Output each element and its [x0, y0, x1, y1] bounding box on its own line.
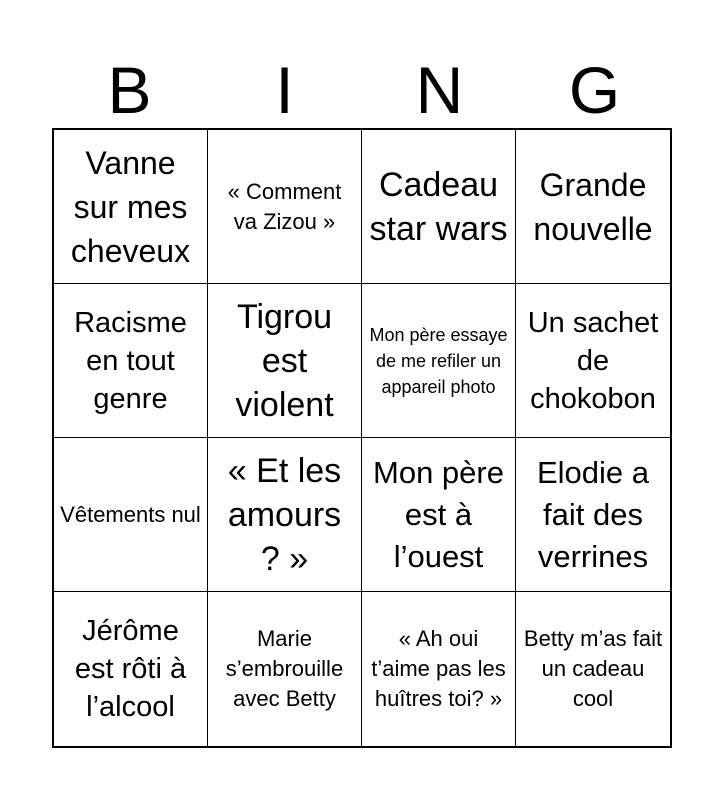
cell-text: « Et les amours ? »: [227, 451, 342, 578]
bingo-cell[interactable]: [362, 592, 516, 746]
cell-text: Un sachet de chokobon: [527, 306, 659, 415]
bingo-cell[interactable]: [208, 130, 362, 284]
cell-text: « Ah oui t’aime pas les huîtres toi? »: [371, 626, 506, 711]
bingo-cell[interactable]: [54, 592, 208, 746]
bingo-header: [52, 52, 672, 128]
cell-text: Racisme en tout genre: [74, 306, 187, 415]
header-letter-n: N: [415, 53, 464, 127]
cell-text: Vanne sur mes cheveux: [70, 144, 191, 269]
bingo-cell[interactable]: [516, 592, 670, 746]
bingo-cell[interactable]: [208, 284, 362, 438]
bingo-cell[interactable]: [54, 284, 208, 438]
header-letter-b: B: [107, 53, 152, 127]
cell-text: Mon père est à l’ouest: [373, 454, 504, 574]
cell-text: Jérôme est rôti à l’alcool: [74, 615, 187, 723]
bingo-cell[interactable]: [208, 592, 362, 746]
bingo-cell[interactable]: [54, 130, 208, 284]
header-letter-g: G: [568, 53, 621, 127]
cell-text: Tigrou est violent: [235, 297, 334, 424]
cell-text: Grande nouvelle: [533, 166, 653, 247]
cell-text: Cadeau star wars: [369, 165, 508, 248]
bingo-cell[interactable]: [516, 130, 670, 284]
cell-text: Vêtements nul: [60, 501, 201, 527]
cell-text: Marie s’embrouille avec Betty: [225, 626, 344, 711]
cell-text: Betty m’as fait un cadeau cool: [523, 626, 663, 711]
bingo-cell[interactable]: [208, 438, 362, 592]
bingo-cell[interactable]: [516, 438, 670, 592]
header-letter-i: I: [275, 53, 294, 127]
bingo-cell[interactable]: [362, 438, 516, 592]
bingo-cell[interactable]: [362, 284, 516, 438]
cell-text: Elodie a fait des verrines: [536, 454, 650, 574]
cell-text: Mon père essaye de me refiler un appareil photo: [369, 324, 508, 397]
bingo-cell[interactable]: [516, 284, 670, 438]
cell-text: « Comment va Zizou »: [227, 178, 342, 234]
bingo-grid: [52, 128, 672, 748]
bingo-cell[interactable]: [54, 438, 208, 592]
bingo-cell[interactable]: [362, 130, 516, 284]
